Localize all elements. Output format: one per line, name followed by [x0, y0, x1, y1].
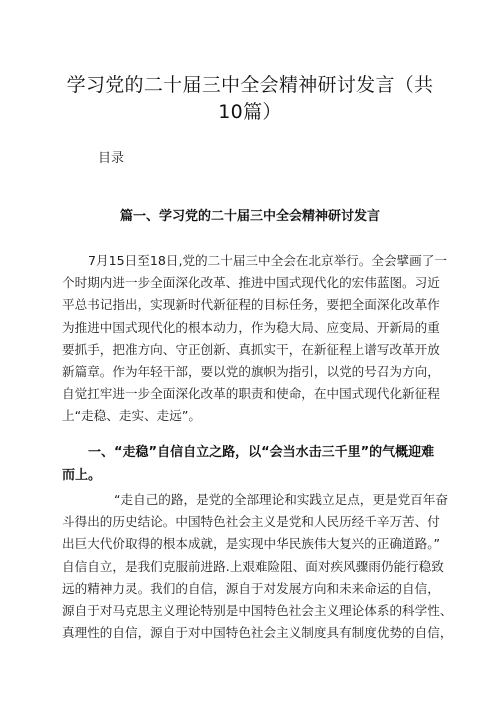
part-heading: 篇一、学习党的二十届三中全会精神研讨发言 — [119, 209, 380, 224]
section-heading-line-2: 而上。 — [62, 467, 102, 483]
table-of-contents-label: 目录 — [98, 151, 125, 166]
paragraph-line: 个时期内进一步全面深化改革、推进中国式现代化的宏伟蓝图。习近 — [62, 275, 440, 291]
paragraph-line: 7月15日至18日,党的二十届三中全会在北京举行。全会擘画了一 — [88, 253, 447, 268]
paragraph-line: “走自己的路，是党的全部理论和实践立足点，更是党百年奋 — [114, 492, 448, 507]
paragraph-line: 自觉扛牢进一步全面深化改革的职责和使命，在中国式现代化新征程 — [62, 386, 440, 402]
paragraph-line: 上“走稳、走实、走远”。 — [62, 408, 201, 424]
paragraph-2 — [62, 489, 453, 644]
paragraph-line: 平总书记指出，实现新时代新征程的目标任务，要把全面深化改革作 — [62, 297, 440, 313]
paragraph-1 — [62, 250, 446, 428]
paragraph-line: 自信自立，是我们克服前进路.上艰难险阻、面对疾风骤雨仍能行稳致 — [62, 558, 444, 574]
paragraph-line: 新篇章。作为年轻干部，要以党的旗帜为指引，以党的号召为方向， — [62, 364, 440, 380]
section-heading — [62, 442, 446, 487]
paragraph-line: 斗得出的历史结论。中国特色社会主义是党和人民历经千辛万苦、付 — [62, 514, 440, 530]
title-line-2: 10篇） — [218, 101, 282, 123]
title-line-1: 学习党的二十届三中全会精神研讨发言（共 — [66, 74, 434, 96]
paragraph-line: 出巨大代价取得的根本成就，是实现中华民族伟大复兴的正确道路。” — [62, 536, 441, 552]
section-heading-line-1: 一、“走稳”自信自立之路，以“会当水击三千里”的气概迎难 — [88, 445, 435, 460]
document-title — [60, 72, 440, 126]
paragraph-line: 真理性的自信，源自于对中国特色社会主义制度具有制度优势的自信， — [62, 625, 453, 641]
paragraph-line: 要抓手，把准方向、守正创新、真抓实干，在新征程上谱写改革开放 — [62, 341, 440, 357]
paragraph-line: 远的精神力灵。我们的自信，源自于对发展方向和未来命运的自信， — [62, 580, 440, 596]
paragraph-line: 源自于对马克思主义理论特别是中国特色社会主义理论体系的科学性、 — [62, 603, 453, 619]
paragraph-line: 为推进中国式现代化的根本动力，作为稳大局、应变局、开新局的重 — [62, 319, 440, 335]
